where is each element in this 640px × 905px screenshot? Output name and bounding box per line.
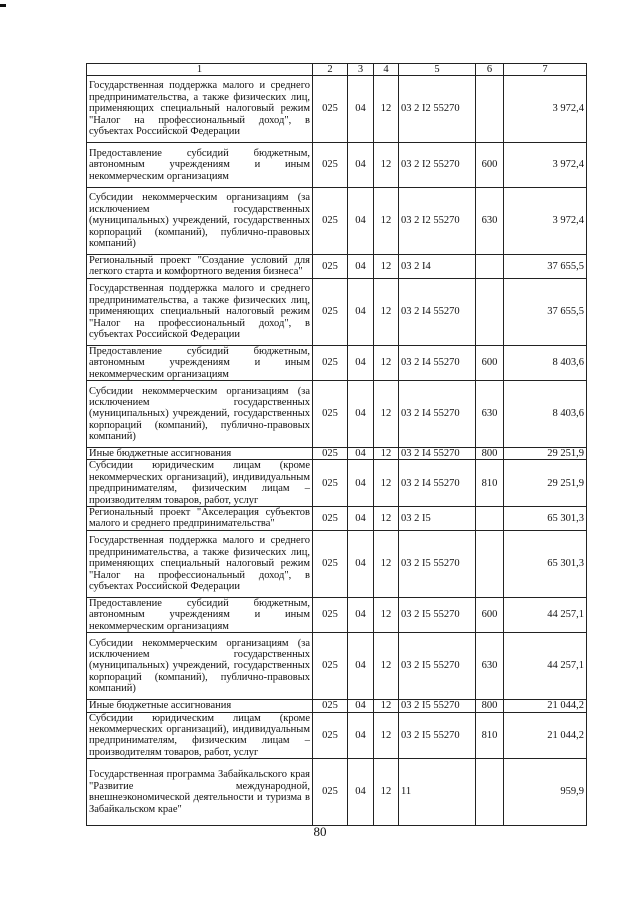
table-row [87,597,587,632]
row-amount: 29 251,9 [504,448,587,460]
row-subsection-code: 12 [374,345,399,380]
row-amount: 37 655,5 [504,278,587,345]
row-target-code: 03 2 I5 55270 [399,633,476,700]
table-row [87,712,587,759]
row-target-code: 03 2 I4 55270 [399,278,476,345]
row-target-code: 03 2 I2 55270 [399,188,476,255]
table-row [87,759,587,826]
row-expense-type: 810 [476,460,504,507]
row-admin-code: 025 [313,759,348,826]
row-subsection-code: 12 [374,759,399,826]
row-subsection-code: 12 [374,530,399,597]
row-amount: 3 972,4 [504,76,587,143]
row-admin-code: 025 [313,712,348,759]
row-target-code: 03 2 I4 [399,255,476,279]
table-row [87,633,587,700]
row-amount: 21 044,2 [504,700,587,712]
table-row [87,143,587,188]
header-cell: 7 [504,64,587,76]
header-cell: 2 [313,64,348,76]
row-target-code: 03 2 I4 55270 [399,460,476,507]
header-cell: 6 [476,64,504,76]
row-name: Региональный проект "Акселерация субъектов малого и среднего предпринимательства" [87,507,313,531]
row-section-code: 04 [348,597,374,632]
header-cell: 3 [348,64,374,76]
table-row [87,530,587,597]
table-row [87,255,587,279]
row-target-code: 03 2 I4 55270 [399,345,476,380]
table-row [87,278,587,345]
row-name: Субсидии юридическим лицам (кроме некоммерческих организаций), индивидуальным предпринимателям, физическим лицам – производителям товаров, работ, услуг [87,712,313,759]
row-amount: 65 301,3 [504,530,587,597]
header-cell: 5 [399,64,476,76]
table-row [87,381,587,448]
row-section-code: 04 [348,759,374,826]
row-subsection-code: 12 [374,76,399,143]
row-subsection-code: 12 [374,507,399,531]
page-number: 80 [313,824,327,839]
row-target-code: 03 2 I4 55270 [399,381,476,448]
row-section-code: 04 [348,507,374,531]
row-target-code: 11 [399,759,476,826]
row-section-code: 04 [348,76,374,143]
row-section-code: 04 [348,278,374,345]
row-section-code: 04 [348,255,374,279]
row-name: Предоставление субсидий бюджетным, автономным учреждениям и иным некоммерческим организациям [87,143,313,188]
row-expense-type: 810 [476,712,504,759]
row-target-code: 03 2 I5 55270 [399,712,476,759]
row-name: Субсидии некоммерческим организациям (за исключением государственных (муниципальных) учреждений, государственных корпораций (компаний), публично-правовых компаний) [87,633,313,700]
row-expense-type: 630 [476,381,504,448]
row-amount: 8 403,6 [504,381,587,448]
table-row [87,507,587,531]
row-target-code: 03 2 I2 55270 [399,76,476,143]
header-cell: 1 [87,64,313,76]
row-section-code: 04 [348,530,374,597]
row-section-code: 04 [348,345,374,380]
header-row [87,64,587,76]
row-section-code: 04 [348,460,374,507]
row-admin-code: 025 [313,530,348,597]
row-expense-type: 600 [476,345,504,380]
row-amount: 21 044,2 [504,712,587,759]
row-admin-code: 025 [313,597,348,632]
row-expense-type: 600 [476,143,504,188]
row-target-code: 03 2 I2 55270 [399,143,476,188]
row-subsection-code: 12 [374,188,399,255]
row-target-code: 03 2 I4 55270 [399,448,476,460]
row-expense-type [476,530,504,597]
row-name: Региональный проект "Создание условий для легкого старта и комфортного ведения бизнеса" [87,255,313,279]
row-expense-type [476,278,504,345]
row-name: Иные бюджетные ассигнования [87,448,313,460]
table-row [87,460,587,507]
row-section-code: 04 [348,712,374,759]
row-name: Субсидии некоммерческим организациям (за исключением государственных (муниципальных) учреждений, государственных корпораций (компаний), публично-правовых компаний) [87,381,313,448]
row-admin-code: 025 [313,255,348,279]
row-subsection-code: 12 [374,712,399,759]
row-subsection-code: 12 [374,700,399,712]
row-admin-code: 025 [313,507,348,531]
row-subsection-code: 12 [374,460,399,507]
row-expense-type [476,759,504,826]
row-admin-code: 025 [313,700,348,712]
row-admin-code: 025 [313,633,348,700]
row-subsection-code: 12 [374,255,399,279]
row-expense-type: 800 [476,448,504,460]
row-name: Государственная программа Забайкальского края "Развитие международной, внешнеэкономической деятельности и туризма в Забайкальском крае" [87,759,313,826]
row-expense-type [476,507,504,531]
row-expense-type: 630 [476,188,504,255]
row-admin-code: 025 [313,381,348,448]
row-amount: 44 257,1 [504,597,587,632]
row-subsection-code: 12 [374,143,399,188]
table-row [87,700,587,712]
row-name: Государственная поддержка малого и среднего предпринимательства, а также физических лиц, применяющих специальный налоговый режим "Налог на профессиональный доход", в субъектах Российской Федерации [87,278,313,345]
row-admin-code: 025 [313,460,348,507]
row-name: Государственная поддержка малого и среднего предпринимательства, а также физических лиц, применяющих специальный налоговый режим "Налог на профессиональный доход", в субъектах Российской Федерации [87,76,313,143]
row-section-code: 04 [348,143,374,188]
row-admin-code: 025 [313,278,348,345]
row-admin-code: 025 [313,448,348,460]
row-subsection-code: 12 [374,633,399,700]
row-target-code: 03 2 I5 55270 [399,530,476,597]
row-amount: 65 301,3 [504,507,587,531]
table-row [87,345,587,380]
row-amount: 3 972,4 [504,143,587,188]
row-section-code: 04 [348,381,374,448]
row-admin-code: 025 [313,143,348,188]
table-row [87,76,587,143]
row-section-code: 04 [348,700,374,712]
row-amount: 3 972,4 [504,188,587,255]
row-subsection-code: 12 [374,597,399,632]
budget-table [86,63,587,826]
row-admin-code: 025 [313,188,348,255]
row-target-code: 03 2 I5 55270 [399,597,476,632]
row-name: Иные бюджетные ассигнования [87,700,313,712]
row-name: Субсидии юридическим лицам (кроме некоммерческих организаций), индивидуальным предпринимателям, физическим лицам – производителям товаров, работ, услуг [87,460,313,507]
row-amount: 959,9 [504,759,587,826]
row-amount: 8 403,6 [504,345,587,380]
table-row [87,448,587,460]
row-section-code: 04 [348,188,374,255]
row-section-code: 04 [348,448,374,460]
row-expense-type: 600 [476,597,504,632]
row-name: Предоставление субсидий бюджетным, автономным учреждениям и иным некоммерческим организациям [87,597,313,632]
row-name: Предоставление субсидий бюджетным, автономным учреждениям и иным некоммерческим организациям [87,345,313,380]
row-target-code: 03 2 I5 [399,507,476,531]
row-subsection-code: 12 [374,381,399,448]
row-amount: 37 655,5 [504,255,587,279]
row-admin-code: 025 [313,345,348,380]
row-section-code: 04 [348,633,374,700]
row-admin-code: 025 [313,76,348,143]
row-expense-type [476,255,504,279]
row-subsection-code: 12 [374,278,399,345]
row-name: Субсидии некоммерческим организациям (за исключением государственных (муниципальных) учреждений, государственных корпораций (компаний), публично-правовых компаний) [87,188,313,255]
row-subsection-code: 12 [374,448,399,460]
table-row [87,188,587,255]
row-expense-type: 800 [476,700,504,712]
row-amount: 44 257,1 [504,633,587,700]
header-cell: 4 [374,64,399,76]
row-target-code: 03 2 I5 55270 [399,700,476,712]
row-expense-type [476,76,504,143]
row-amount: 29 251,9 [504,460,587,507]
row-name: Государственная поддержка малого и среднего предпринимательства, а также физических лиц, применяющих специальный налоговый режим "Налог на профессиональный доход", в субъектах Российской Федерации [87,530,313,597]
corner-mark [0,4,6,7]
row-expense-type: 630 [476,633,504,700]
